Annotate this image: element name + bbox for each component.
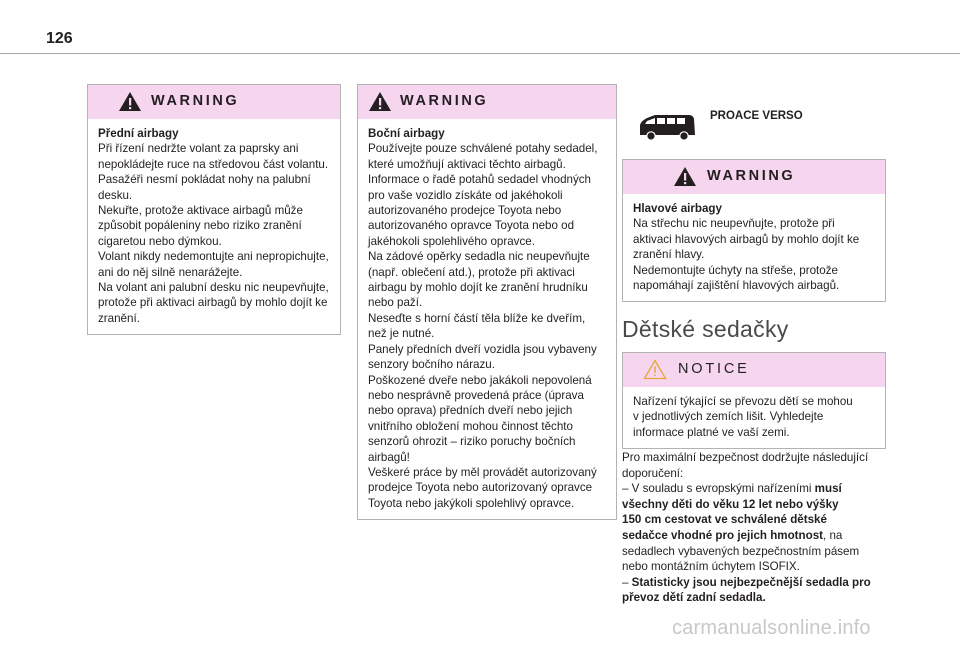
paragraph-line xyxy=(622,450,892,466)
paragraph-line xyxy=(622,590,892,606)
bold-text-run: sedačce vhodné pro jejich hmotnost xyxy=(622,528,823,542)
box-text-line: nebo paží. xyxy=(368,296,423,310)
box-text-line: autorizovaného prodejce Toyota nebo xyxy=(368,204,562,218)
header-divider xyxy=(0,53,960,54)
warning-box-header xyxy=(358,85,616,119)
box-text-line: Volant nikdy nedemontujte ani nepropichujte, xyxy=(98,250,329,264)
box-text-line: nebo oprava) předních dveří nebo jejich xyxy=(368,404,573,418)
warning-box-curtain-airbags xyxy=(622,159,886,302)
box-text-line: Na střechu nic neupevňujte, protože při xyxy=(633,217,835,231)
bold-text-run: převoz dětí zadní sedadla. xyxy=(622,591,766,605)
box-text-line: Toyota nebo jakýkoli spolehlivý opravce. xyxy=(368,496,575,510)
box-text-line: v jednotlivých zemích lišit. Vyhledejte xyxy=(633,410,824,424)
box-text-line: autorizovaného opravce Toyota nebo od xyxy=(368,219,575,233)
box-text-line: senzorů ohrozit – riziko poruchy bočních xyxy=(368,435,576,449)
box-text-line: Na zádové opěrky sedadla nic neupevňujte xyxy=(368,250,590,264)
notice-box-body xyxy=(623,387,885,448)
paragraph-line xyxy=(622,512,892,528)
bold-text-run: 150 cm cestovat ve schválené dětské xyxy=(622,513,827,527)
box-text-line: napomáhají zajištění hlavových airbagů. xyxy=(633,279,840,293)
paragraph-line xyxy=(622,497,892,513)
warning-box-body xyxy=(623,194,885,301)
watermark: carmanualsonline.info xyxy=(672,617,871,639)
text-run: Pro maximální bezpečnost dodržujte následující xyxy=(622,451,869,464)
warning-box-header xyxy=(623,160,885,194)
box-text-line: jakéhokoli spolehlivého opravce. xyxy=(368,234,535,248)
box-text-line: vnitřního obložení mohou činnost těchto xyxy=(368,419,573,433)
warning-box-body xyxy=(88,119,340,334)
box-text-line: prodejce Toyota nebo autorizovaný opravce xyxy=(368,481,593,495)
notice-box xyxy=(622,352,886,449)
text-run: – V souladu s evropskými nařízeními xyxy=(622,482,815,496)
notice-box-header xyxy=(623,353,885,387)
paragraph-line xyxy=(622,481,892,497)
box-text-line: Používejte pouze schválené potahy sedadel, xyxy=(368,142,598,156)
box-subheading: Přední airbagy xyxy=(98,127,179,140)
box-text-line: aktivaci hlavových airbagů by mohlo dojít ke xyxy=(633,232,860,246)
box-text-line: Pasažéři nesmí pokládat nohy na palubní xyxy=(98,173,311,187)
vehicle-model-label: PROACE VERSO xyxy=(710,110,803,122)
text-run: nebo montážním úchytem ISOFIX. xyxy=(622,560,800,574)
box-text-line: (např. oblečení atd.), protože při aktivaci xyxy=(368,265,575,279)
bold-text-run: všechny děti do věku 12 let nebo výšky xyxy=(622,497,839,511)
warning-triangle-icon xyxy=(673,166,697,187)
box-text-line: Nařízení týkající se převozu dětí se mohou xyxy=(633,395,853,408)
box-text-line: zranění hlavy. xyxy=(633,248,705,262)
warning-heading: WARNING xyxy=(707,168,796,184)
paragraph-line xyxy=(622,544,892,560)
notice-triangle-icon xyxy=(643,359,667,380)
box-text-line: protože při aktivaci airbagů by mohlo dojít ke xyxy=(98,296,328,310)
box-text-line: senzory bočního nárazu. xyxy=(368,358,495,372)
box-text-line: pro vaše vozidlo získáte od jakéhokoli xyxy=(368,188,563,202)
box-text-line: airbagu by mohlo dojít ke zranění hrudníku xyxy=(368,281,588,295)
text-run: sedadlech vybavených bezpečnostním pásem xyxy=(622,544,860,558)
box-text-line: zranění. xyxy=(98,311,140,325)
paragraph-line xyxy=(622,559,892,575)
box-text-line: Neseďte s horní částí těla blíže ke dveřím, xyxy=(368,311,586,325)
paragraph-line xyxy=(622,575,892,591)
bold-text-run: Statisticky jsou nejbezpečnější sedadla pro xyxy=(631,575,871,589)
warning-box-body xyxy=(358,119,616,519)
box-text-line: Panely předních dveří vozidla jsou vybaveny xyxy=(368,342,597,356)
text-run: doporučení: xyxy=(622,466,684,480)
box-text-line: ani do něj silně nenarážejte. xyxy=(98,265,243,279)
box-subheading: Boční airbagy xyxy=(368,127,445,140)
notice-heading: NOTICE xyxy=(678,361,750,377)
warning-triangle-icon xyxy=(368,91,392,112)
box-text-line: Informace o řadě potahů sedadel vhodných xyxy=(368,173,592,187)
box-text-line: Na volant ani palubní desku nic neupevňujte, xyxy=(98,281,329,295)
box-text-line: které umožňují aktivaci těchto airbagů. xyxy=(368,157,566,171)
box-text-line: Poškozené dveře nebo jakákoli nepovolená xyxy=(368,373,592,387)
warning-triangle-icon xyxy=(118,91,142,112)
page-number: 126 xyxy=(46,30,73,47)
van-icon xyxy=(637,113,697,141)
warning-box-side-airbags xyxy=(357,84,617,520)
warning-heading: WARNING xyxy=(151,93,240,109)
box-text-line: desku. xyxy=(98,188,133,202)
box-subheading: Hlavové airbagy xyxy=(633,202,722,215)
warning-heading: WARNING xyxy=(400,93,489,109)
child-seat-recommendations xyxy=(622,450,892,606)
box-text-line: Nekuřte, protože aktivace airbagů může xyxy=(98,204,303,218)
warning-box-header xyxy=(88,85,340,119)
box-text-line: nepokládejte ruce na středovou část volantu. xyxy=(98,157,329,171)
box-text-line: Při řízení nedržte volant za paprsky ani xyxy=(98,142,299,156)
text-run: – xyxy=(622,575,632,589)
bold-text-run: musí xyxy=(814,482,842,496)
box-text-line: airbagů! xyxy=(368,450,410,464)
box-text-line: Nedemontujte úchyty na střeše, protože xyxy=(633,263,838,277)
box-text-line: Veškeré práce by měl provádět autorizovaný xyxy=(368,465,597,479)
box-text-line: způsobit popáleniny nebo riziko zranění xyxy=(98,219,302,233)
box-text-line: cigaretou nebo dýmkou. xyxy=(98,234,222,248)
paragraph-line xyxy=(622,528,892,544)
warning-box-front-airbags xyxy=(87,84,341,335)
box-text-line: nebo nesprávně provedená práce (úprava xyxy=(368,388,584,402)
section-title: Dětské sedačky xyxy=(622,316,789,342)
box-text-line: informace platné ve vaší zemi. xyxy=(633,425,790,439)
box-text-line: než je nutné. xyxy=(368,327,435,341)
text-run: , na xyxy=(823,528,843,542)
paragraph-line xyxy=(622,466,892,482)
